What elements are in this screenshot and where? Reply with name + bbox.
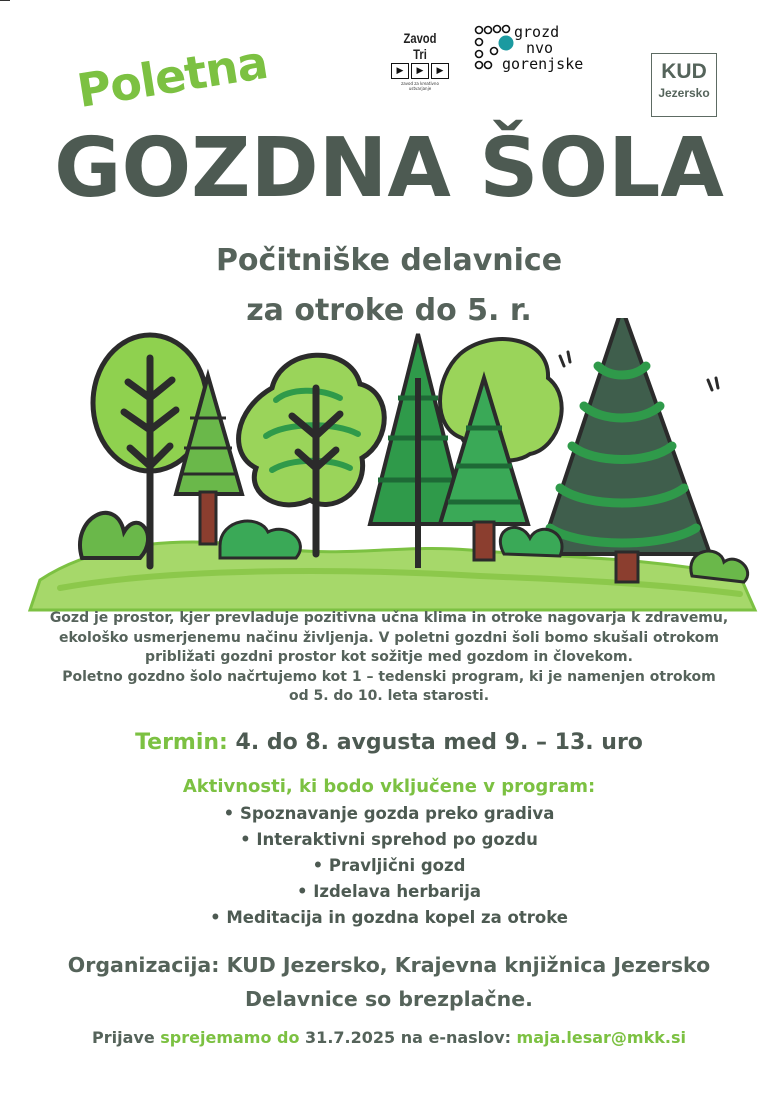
zavod-tagline: zavod za kreativno ustvarjanje (401, 81, 439, 91)
zavod-tri-name: Zavod Tri (403, 30, 437, 62)
kud-jezersko-logo (651, 53, 717, 117)
corner-mark (0, 0, 10, 1)
intro-line: ekološko usmerjenemu načinu življenja. V poletni gozdni šoli bomo skušali otrokom (59, 629, 719, 646)
free-note: Delavnice so brezplačne. (245, 987, 533, 1011)
termin-line (0, 730, 778, 755)
bush-icon (220, 521, 300, 558)
play-arrow-icon: ▶ (391, 63, 409, 79)
activities-title: Aktivnosti, ki bodo vključene v program: (182, 776, 596, 797)
email-link[interactable]: maja.lesar@mkk.si (516, 1028, 686, 1047)
list-item: • Meditacija in gozdna kopel za otroke (0, 905, 778, 931)
subtitle-line-2: za otroke do 5. r. (246, 293, 532, 328)
grozd-word-3: gorenjske (502, 55, 584, 73)
subtitle-line-1: Počitniške delavnice (215, 243, 563, 278)
grozd-word-2: nvo (526, 39, 554, 57)
play-arrow-icon: ▶ (431, 63, 449, 79)
grozd-wordmark (496, 24, 583, 72)
bush-icon (691, 551, 748, 582)
bush-icon (80, 513, 148, 558)
organization-line: Organizacija: KUD Jezersko, Krajevna knjižnica Jezersko (67, 953, 711, 977)
grozd-nvo-logo (474, 24, 604, 76)
play-arrow-icon: ▶ (411, 63, 429, 79)
intro-line: Poletno gozdno šolo načrtujemo kot 1 – tedenski program, ki je namenjen otrokom (62, 668, 716, 685)
intro-line: od 5. do 10. leta starosti. (288, 688, 490, 704)
kud-logo-line1: KUD (661, 60, 707, 83)
registration-text: 31.7.2025 na e-naslov: (305, 1028, 511, 1047)
termin-value: 4. do 8. avgusta med 9. – 13. uro (235, 730, 643, 755)
kud-logo-line2: Jezersko (658, 86, 710, 100)
activities-list (0, 801, 778, 931)
termin-label: Termin: (135, 730, 228, 755)
list-item: • Spoznavanje gozda preko gradiva (0, 801, 778, 827)
list-item: • Pravljični gozd (0, 853, 778, 879)
intro-line: približati gozdni prostor kot sožitje med gozdom in človekom. (145, 649, 633, 665)
spruce-tree-icon (540, 318, 718, 582)
registration-line (0, 1028, 778, 1047)
registration-text: sprejemamo do (160, 1028, 300, 1047)
grozd-word-1: grozd (514, 23, 560, 41)
list-item: • Interaktivni sprehod po gozdu (0, 827, 778, 853)
bush-icon (500, 527, 562, 556)
registration-text: Prijave (92, 1028, 155, 1047)
list-item: • Izdelava herbarija (0, 879, 778, 905)
intro-line: Gozd je prostor, kjer prevladuje pozitivna učna klima in otroke nagovarja k zdravemu, (49, 610, 729, 626)
page-title: GOZDNA ŠOLA (54, 121, 724, 216)
forest-illustration (20, 318, 760, 618)
zavod-arrows (390, 63, 450, 79)
title-kicker: Poletna (73, 34, 271, 118)
intro-paragraph (40, 609, 738, 707)
zavod-tri-logo (390, 30, 450, 91)
